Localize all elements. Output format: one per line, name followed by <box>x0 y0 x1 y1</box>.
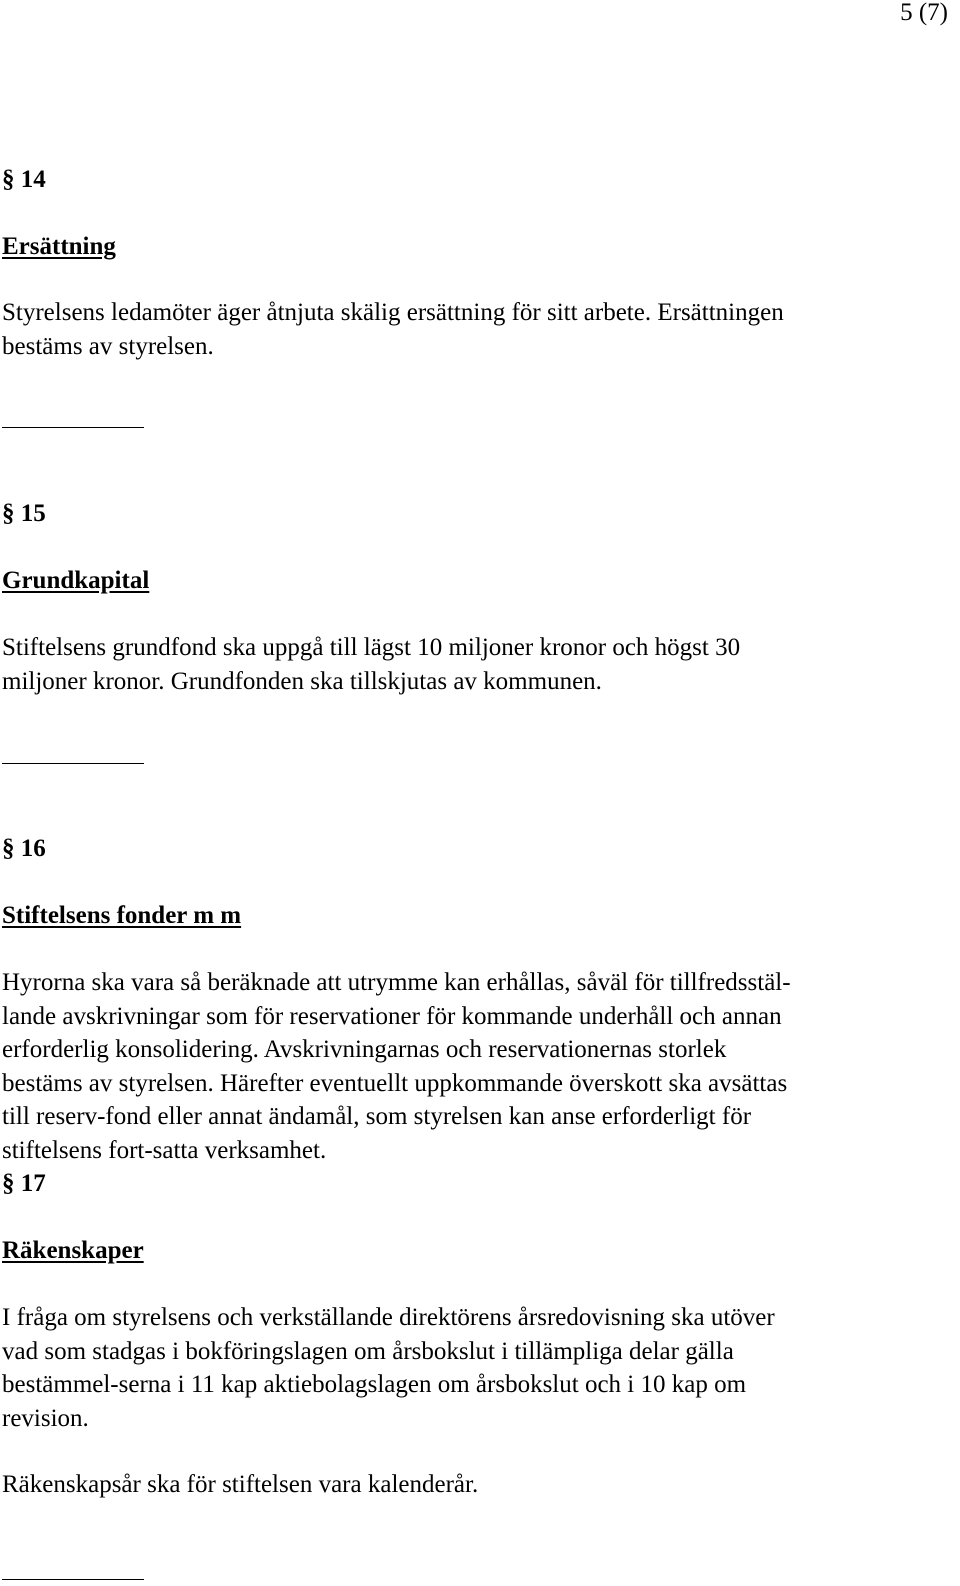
section-body-14 <box>2 296 948 363</box>
body-line: stiftelsens fort-satta verksamhet. <box>2 1136 327 1164</box>
body-line: vad som stadgas i bokföringslagen om årsbokslut i tillämpliga delar gälla <box>2 1337 734 1365</box>
body-line: I fråga om styrelsens och verkställande direktörens årsredovisning ska utöver <box>2 1304 775 1331</box>
section-number-15: § 15 <box>2 500 46 527</box>
body-line: revision. <box>2 1404 89 1432</box>
section-body-16 <box>2 966 948 1167</box>
section-title-14: Ersättning <box>2 233 116 260</box>
section-divider <box>2 1579 144 1580</box>
body-line: bestämmel-serna i 11 kap aktiebolagslagen om årsbokslut och i 10 kap om <box>2 1371 747 1398</box>
fiscal-year-paragraph: Räkenskapsår ska för stiftelsen vara kalenderår. <box>2 1471 479 1498</box>
section-number-17: § 17 <box>2 1170 46 1197</box>
section-body-17 <box>2 1301 948 1435</box>
body-line: Hyrorna ska vara så beräknade att utrymme kan erhållas, såväl för tillfredsstäl- <box>2 969 791 996</box>
section-title-17: Räkenskaper <box>2 1237 144 1264</box>
body-line: till reserv-fond eller annat ändamål, som styrelsen kan anse erforderligt för <box>2 1103 752 1130</box>
body-line: Stiftelsens grundfond ska uppgå till lägst 10 miljoner kronor och högst 30 <box>2 634 741 661</box>
body-line: bestäms av styrelsen. <box>2 332 214 360</box>
body-line: lande avskrivningar som för reservationer för kommande underhåll och annan <box>2 1002 782 1030</box>
body-line: miljoner kronor. Grundfonden ska tillskjutas av kommunen. <box>2 667 602 695</box>
body-line: Styrelsens ledamöter äger åtnjuta skälig ersättning för sitt arbete. Ersättningen <box>2 299 784 326</box>
section-divider <box>2 427 144 428</box>
section-number-16: § 16 <box>2 835 46 862</box>
section-divider <box>2 763 144 764</box>
body-line: erforderlig konsolidering. Avskrivningarnas och reservationernas storlek <box>2 1036 727 1063</box>
body-line: bestäms av styrelsen. Härefter eventuellt uppkommande överskott ska avsättas <box>2 1069 788 1097</box>
section-body-15 <box>2 631 948 698</box>
page-number: 5 (7) <box>900 0 948 26</box>
section-title-16: Stiftelsens fonder m m <box>2 902 242 929</box>
section-number-14: § 14 <box>2 166 46 193</box>
section-title-15: Grundkapital <box>2 567 150 594</box>
